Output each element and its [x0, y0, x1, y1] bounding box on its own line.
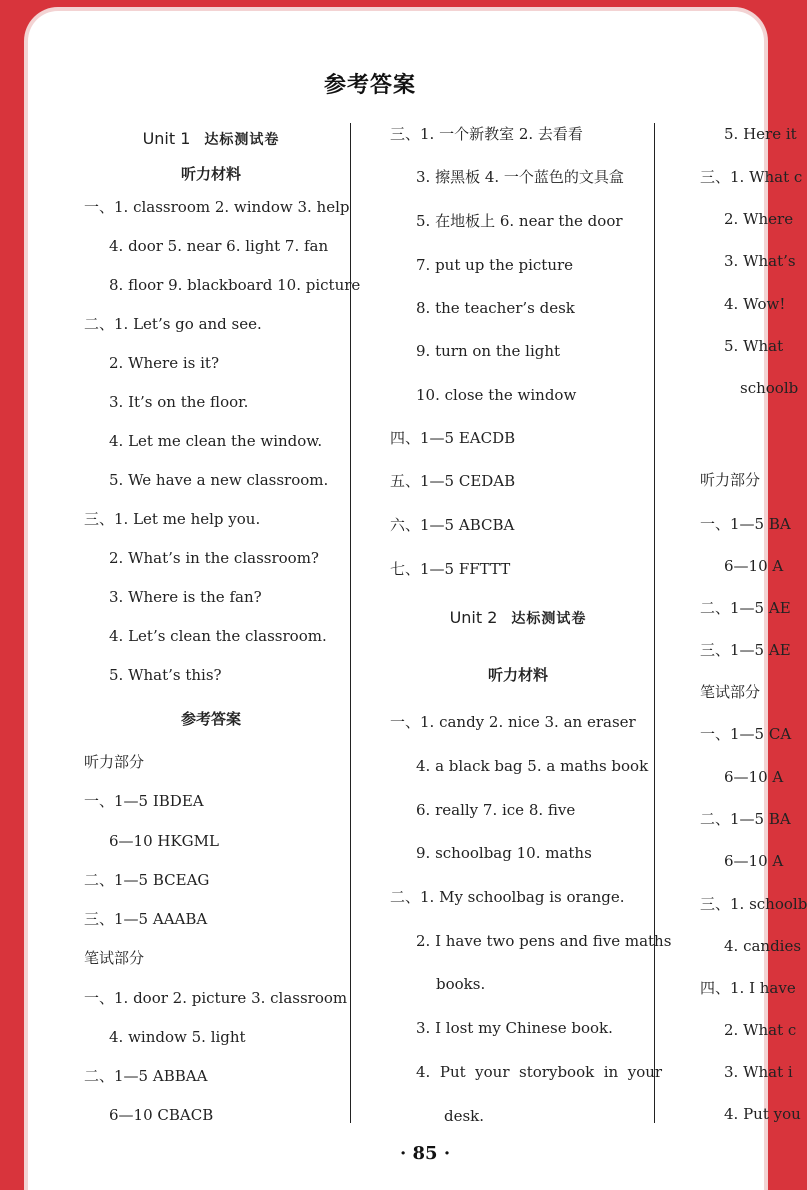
listening-part-label: 听力部分 [700, 471, 761, 489]
answer-line: 一、1—5 CA [700, 725, 792, 743]
text-line: 4. Let me clean the window. [109, 432, 323, 450]
third-column-clipped [676, 111, 807, 1151]
text-line: 9. schoolbag 10. maths [416, 844, 592, 862]
text-line: schoolb [740, 379, 799, 397]
answer-line: 四、1—5 EACDB [390, 429, 516, 447]
text-line: 6. really 7. ice 8. five [416, 801, 576, 819]
unit2-label: Unit 2 [449, 608, 498, 627]
text-line: 3. Where is the fan? [109, 588, 262, 606]
text-line: 5. What’s this? [109, 666, 222, 684]
text-line: 2. What c [724, 1021, 797, 1039]
text-line: 7. put up the picture [416, 256, 574, 274]
text-line: 3. What i [724, 1063, 793, 1081]
text-line: books. [436, 975, 486, 993]
text-line: 3. 擦黑板 4. 一个蓝色的文具盒 [416, 168, 624, 186]
answer-line: 6—10 CBACB [109, 1106, 214, 1124]
text-line: 4. Put you [724, 1105, 801, 1123]
text-line: 三、1. 一个新教室 2. 去看看 [390, 125, 583, 143]
page-title: 参考答案 [324, 72, 417, 98]
answer-line: 6—10 A [724, 852, 784, 870]
text-line: 2. Where [724, 210, 794, 228]
listening-part-label: 听力部分 [84, 753, 145, 771]
text-line: 5. What [724, 337, 784, 355]
text-line: 10. close the window [416, 386, 577, 404]
text-line: 2. What’s in the classroom? [109, 549, 319, 567]
text-line: 一、1. candy 2. nice 3. an eraser [390, 713, 636, 731]
listening-material-heading: 听力材料 [487, 666, 548, 684]
text-line: 2. Where is it? [109, 354, 219, 372]
answer-line: 6—10 HKGML [109, 832, 219, 850]
answer-line: 二、1—5 BCEAG [84, 871, 210, 889]
unit2-heading [368, 608, 668, 629]
answer-line: 二、1—5 AE [700, 599, 791, 617]
answer-line: 一、1—5 BA [700, 515, 791, 533]
text-line: 4. Put your storybook in your [416, 1063, 663, 1081]
answer-line: 三、1—5 AAABA [84, 910, 208, 928]
written-part-label: 笔试部分 [84, 949, 145, 967]
page-number: · 85 · [400, 1143, 451, 1164]
text-line: 3. I lost my Chinese book. [416, 1019, 613, 1037]
answer-line: 二、1—5 ABBAA [84, 1067, 208, 1085]
unit1-label: Unit 1 [142, 129, 191, 148]
answer-line: 二、1—5 BA [700, 810, 791, 828]
answer-line: 三、1—5 AE [700, 641, 791, 659]
unit1-heading [68, 129, 354, 150]
answer-line: 六、1—5 ABCBA [390, 516, 515, 534]
text-line: 8. floor 9. blackboard 10. picture [109, 276, 361, 294]
answer-line: 6—10 A [724, 557, 784, 575]
text-line: 3. It’s on the floor. [109, 393, 249, 411]
answer-line: 五、1—5 CEDAB [390, 472, 516, 490]
text-line: 9. turn on the light [416, 342, 561, 360]
answer-page [24, 7, 807, 1190]
text-line: 4. candies [724, 937, 802, 955]
text-line: 4. a black bag 5. a maths book [416, 757, 649, 775]
written-part-label: 笔试部分 [700, 683, 761, 701]
answer-line: 一、1—5 IBDEA [84, 792, 204, 810]
text-line: 二、1. Let’s go and see. [84, 315, 262, 333]
text-line: 5. We have a new classroom. [109, 471, 329, 489]
column-divider [350, 123, 351, 1123]
answer-line: 4. window 5. light [109, 1028, 246, 1046]
unit1-subtitle: 达标测试卷 [204, 132, 280, 148]
text-line: 一、1. classroom 2. window 3. help [84, 198, 350, 216]
text-line: 三、1. What c [700, 168, 803, 186]
text-line: 8. the teacher’s desk [416, 299, 575, 317]
text-line: 2. I have two pens and five maths [416, 932, 672, 950]
text-line: 三、1. schoolb [700, 895, 807, 913]
text-line: 4. door 5. near 6. light 7. fan [109, 237, 329, 255]
answer-line: 6—10 A [724, 768, 784, 786]
text-line: 4. Wow! [724, 295, 786, 313]
text-line: 三、1. Let me help you. [84, 510, 261, 528]
answer-heading: 参考答案 [180, 710, 241, 728]
answer-line: 一、1. door 2. picture 3. classroom [84, 989, 348, 1007]
text-line: desk. [444, 1107, 485, 1125]
text-line: 4. Let’s clean the classroom. [109, 627, 327, 645]
unit2-subtitle: 达标测试卷 [511, 611, 587, 627]
text-line: 5. Here it [724, 125, 797, 143]
text-line: 四、1. I have [700, 979, 796, 997]
text-line: 3. What’s [724, 252, 796, 270]
answer-line: 七、1—5 FFTTT [390, 560, 511, 578]
text-line: 二、1. My schoolbag is orange. [390, 888, 625, 906]
text-line: 5. 在地板上 6. near the door [416, 212, 623, 230]
listening-material-heading: 听力材料 [180, 165, 241, 183]
